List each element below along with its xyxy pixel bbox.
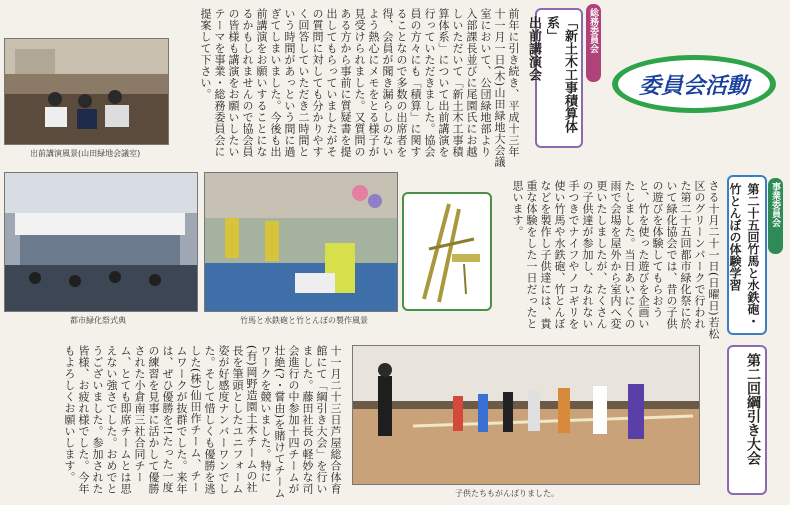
- section1-tag: 総務委員会: [586, 4, 601, 82]
- photo3-caption: 竹馬と水鉄砲と竹とんぼの製作風景: [240, 316, 368, 325]
- section1-title-line2: 出前講演会: [526, 16, 541, 81]
- section2-title: 第二十五回竹馬と水鉄砲・竹とんぼの体験学習: [727, 175, 767, 335]
- photo1-caption: 出前講演風景(山田緑地会議室): [30, 149, 141, 158]
- section2-tag: 事業委員会: [768, 178, 783, 254]
- lecture-photo: [4, 38, 169, 145]
- section3-body: 十一月二十三日芦屋総合体育館にて「綱引き大会」を行いました。藤田社長の軽妙な司会進行の中参加十四チームが壮絶(?・嘗由)を賭けてチームワークを競いました。特に(有)岡野造園土木チームの社長を筆頭としたユニフォーム姿が好感度ナンバーワンでした。そして惜しくも優勝を逃した(株)仙田作チーム、チームワークが抜群でした。来年は、ぜひ優勝を!!たった一度の練習を見事に活かして優勝された小倉南三社合同チーム、とても即席チームとは思えない強さでした。おめでとうございました。参加された皆様、お疲れ様でした。今年もよろしくお願いします。: [63, 345, 342, 499]
- committee-activity-logo: [612, 55, 776, 113]
- greening-ceremony-photo: [4, 172, 198, 312]
- bamboo-crafting-photo: [204, 172, 398, 312]
- section2-body: さる十月二十一日(日曜日)若松区のグリーンパークで行われた第二十五回都市緑化祭に於いて緑化協会では、昔の子供の遊びを体験してもらおうと、竹を使った遊びを企画いたしました。当日あいにくの雨で会場を屋外から室内へ変更いたしましたが、たくさんの子供達が参加し、なれない手つきでナイフやノコギリを使い竹馬や水鉄砲、竹とんぼなどを製作し子供達には、貴重な体験をした一日だったと思います。: [511, 180, 720, 340]
- photo2-caption: 都市緑化祭式典: [70, 316, 126, 325]
- section3-title: 第二回綱引き大会: [727, 345, 767, 495]
- ceremony-photo-image: [5, 173, 197, 311]
- photo4-caption: 子供たちもがんばりました。: [455, 489, 559, 498]
- tug-of-war-image: [353, 346, 699, 484]
- bamboo-toys-drawing: [404, 194, 490, 309]
- section1-body: 前年に引き続き、平成十三年十一月一日(木)山田緑地大会議室において、公団緑地部より入部課長並びに尾園氏にお越しいただいて「新土木工事積算体系」について出前講演を行っていただきました。協会員の方々にも「積算」に関することなので多数の出席者を得、会員が聞き漏らしのないよう熱心にメモをとる様子が見受けられました。又質問のある方から事前に質疑書を提出してもらっていましたがその質問に対しても分かりやすく回答していただき二時間という時間があっという間に過ぎてしまいました。今後も出前講演をお願いすることになるかもしれませんので協会員の皆様も講演をお願いしたいテーマを事業・総務委員会に提案して下さい。: [199, 8, 520, 168]
- lecture-photo-image: [5, 39, 168, 144]
- section1-title: [526, 8, 583, 148]
- tug-of-war-photo: [352, 345, 700, 485]
- logo-text: 委員会活動: [638, 73, 749, 99]
- section1-title-line1: 「新土木工事積算体系」: [544, 16, 577, 133]
- bamboo-toys-image: [402, 192, 492, 311]
- crafting-photo-image: [205, 173, 397, 311]
